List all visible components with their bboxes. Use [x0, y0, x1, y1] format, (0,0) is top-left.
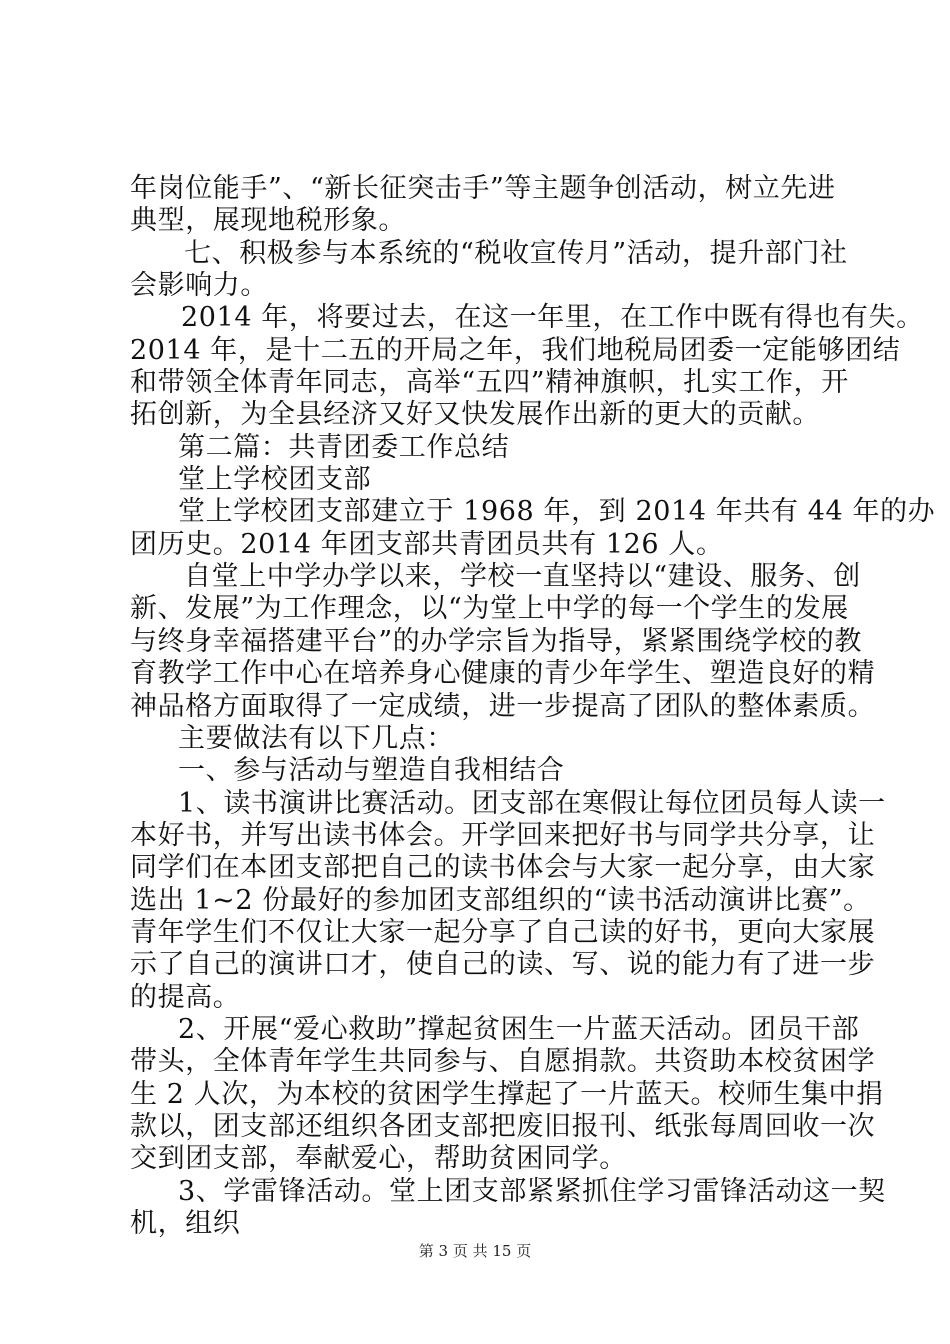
section-title: 第二篇：共青团委工作总结 — [178, 432, 510, 463]
text-line: 2、开展“爱心救助”撑起贫困生一片蓝天活动。团员干部 — [178, 1014, 860, 1045]
text-line: 2014 年，将要过去，在这一年里，在工作中既有得也有失。 — [181, 302, 924, 333]
text-line: 一、参与活动与塑造自我相结合 — [178, 755, 565, 786]
page-footer: 第 3 页 共 15 页 — [418, 1242, 532, 1260]
text-line: 本好书，并写出读书体会。开学回来把好书与同学共分享，让 — [130, 820, 876, 851]
text-line: 机，组织 — [130, 1208, 241, 1239]
text-line: 和带领全体青年同志，高举“五四”精神旗帜，扎实工作，开 — [130, 367, 849, 398]
text-line: 典型，展现地税形象。 — [130, 205, 406, 236]
text-line: 示了自己的演讲口才，使自己的读、写、说的能力有了进一步 — [130, 949, 876, 980]
text-line: 1、读书演讲比赛活动。团支部在寒假让每位团员每人读一 — [178, 788, 886, 819]
text-line: 会影响力。 — [130, 270, 268, 301]
text-line: 团历史。2014 年团支部共青团员共有 126 人。 — [130, 529, 724, 560]
text-line: 款以，团支部还组织各团支部把废旧报刊、纸张每周回收一次 — [130, 1111, 876, 1142]
text-line: 2014 年，是十二五的开局之年，我们地税局团委一定能够团结 — [130, 335, 901, 366]
text-line: 的提高。 — [130, 982, 241, 1013]
text-line: 交到团支部，奉献爱心，帮助贫困同学。 — [130, 1143, 627, 1174]
text-line: 新、发展”为工作理念，以“为堂上中学的每一个学生的发展 — [130, 593, 849, 624]
text-line: 堂上学校团支部 — [178, 464, 372, 495]
text-line: 拓创新，为全县经济又好又快发展作出新的更大的贡献。 — [130, 399, 820, 430]
text-line: 青年学生们不仅让大家一起分享了自己读的好书，更向大家展 — [130, 917, 876, 948]
text-line: 七、积极参与本系统的“税收宣传月”活动，提升部门社 — [184, 238, 848, 269]
text-line: 堂上学校团支部建立于 1968 年，到 2014 年共有 44 年的办 — [178, 496, 936, 527]
text-line: 年岗位能手”、“新长征突击手”等主题争创活动，树立先进 — [130, 173, 836, 204]
text-line: 与终身幸福搭建平台”的办学宗旨为指导，紧紧围绕学校的教 — [130, 626, 863, 657]
text-line: 带头，全体青年学生共同参与、自愿捐款。共资助本校贫困学 — [130, 1046, 876, 1077]
text-line: 3、学雷锋活动。堂上团支部紧紧抓住学习雷锋活动这一契 — [178, 1176, 886, 1207]
text-line: 自堂上中学办学以来，学校一直坚持以“建设、服务、创 — [184, 561, 861, 592]
text-line: 神品格方面取得了一定成绩，进一步提高了团队的整体素质。 — [130, 691, 876, 722]
text-line: 育教学工作中心在培养身心健康的青少年学生、塑造良好的精 — [130, 658, 876, 689]
text-line: 主要做法有以下几点： — [178, 723, 454, 754]
text-line: 选出 1~2 份最好的参加团支部组织的“读书活动演讲比赛”。 — [130, 885, 871, 916]
text-line: 生 2 人次，为本校的贫困学生撑起了一片蓝天。校师生集中捐 — [130, 1079, 884, 1110]
text-line: 同学们在本团支部把自己的读书体会与大家一起分享，由大家 — [130, 852, 876, 883]
